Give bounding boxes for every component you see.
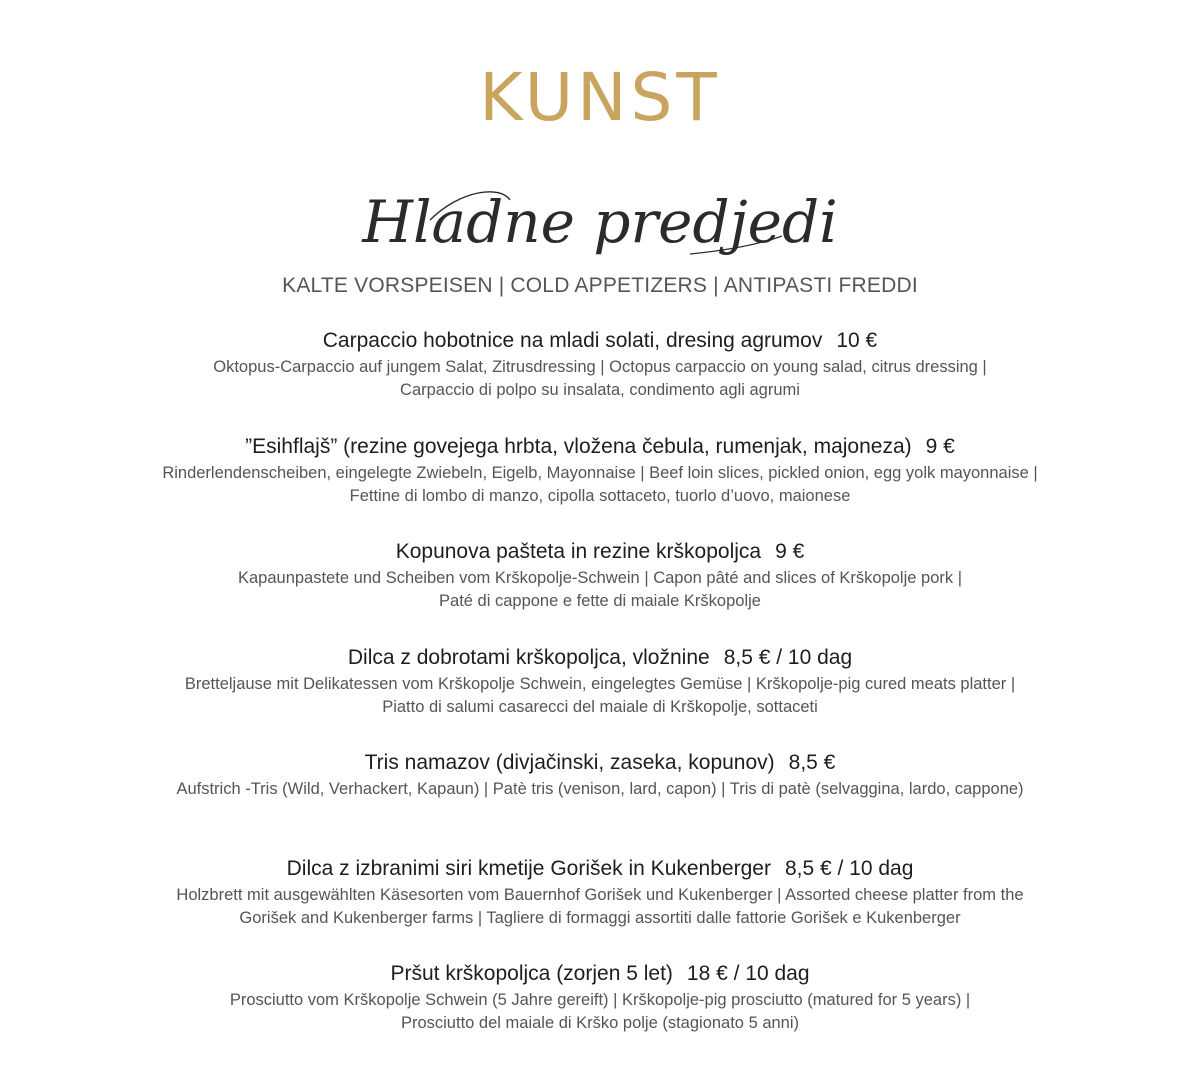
section-subtitle: KALTE VORSPEISEN | COLD APPETIZERS | ANTIPASTI FREDDI — [282, 274, 918, 297]
script-title-text: Hladne predjedi — [362, 188, 838, 256]
menu-item-desc-line: Prosciutto del maiale di Krško polje (stagionato 5 anni) — [400, 1014, 800, 1032]
menu-item-title — [60, 959, 1140, 989]
menu-item-description — [60, 778, 1140, 801]
menu-item-desc-line: Carpaccio di polpo su insalata, condimento agli agrumi — [400, 381, 800, 399]
menu-item-desc-line: Oktopus-Carpaccio auf jungem Salat, Zitrusdressing | Octopus carpaccio on young salad, citrus dressing | — [213, 358, 987, 376]
menu-item-name: Dilca z izbranimi siri kmetije Gorišek in Kukenberger — [286, 856, 771, 880]
menu-item-price: 8,5 € — [788, 751, 836, 774]
menu-item-desc-line: Aufstrich -Tris (Wild, Verhackert, Kapaun) | Patè tris (venison, lard, capon) | Tris di patè (selvaggina, lardo, cappone) — [176, 780, 1024, 798]
menu-item-description — [60, 356, 1140, 402]
menu-item-description — [60, 673, 1140, 719]
menu-item-price: 9 € — [775, 540, 805, 563]
menu-item-description — [60, 567, 1140, 613]
menu-item-desc-line: Holzbrett mit ausgewählten Käsesorten vom Bauernhof Gorišek und Kukenberger | Assorted cheese platter from the — [176, 885, 1024, 904]
menu-item-desc-line: Rinderlendenscheiben, eingelegte Zwiebeln, Eigelb, Mayonnaise | Beef loin slices, pickled onion, egg yolk mayonnaise | — [162, 463, 1038, 482]
menu-item-desc-line: Fettine di lombo di manzo, cipolla sottaceto, tuorlo d’uovo, maionese — [349, 486, 851, 505]
menu-item-price: 8,5 € / 10 dag — [784, 856, 914, 880]
menu-item-desc-line: Prosciutto vom Krškopolje Schwein (5 Jahre gereift) | Krškopolje-pig prosciutto (matured for 5 years) | — [229, 991, 971, 1009]
menu-item-name: Dilca z dobrotami krškopoljca, vložnine — [347, 645, 710, 669]
menu-item-desc-line: Piatto di salumi casarecci del maiale di Krškopolje, sottaceti — [382, 697, 818, 716]
menu-item-description — [60, 989, 1140, 1035]
menu-item-name: Kopunova pašteta in rezine krškopoljca — [395, 540, 762, 563]
menu-item-title — [60, 748, 1140, 778]
menu-item-desc-line: Kapaunpastete und Scheiben vom Krškopolje-Schwein | Capon pâté and slices of Krškopolje pork | — [237, 569, 962, 587]
menu-item-price: 8,5 € / 10 dag — [723, 645, 853, 669]
menu-item-price: 10 € — [836, 329, 878, 352]
menu-item-description — [60, 462, 1140, 508]
menu-item — [60, 537, 1140, 643]
menu-item-title — [60, 854, 1140, 884]
menu-item-title — [60, 432, 1140, 462]
menu-item-description — [60, 884, 1140, 930]
menu-item — [60, 643, 1140, 749]
menu-item-name: Carpaccio hobotnice na mladi solati, dresing agrumov — [322, 329, 823, 352]
menu-item-list — [60, 326, 1140, 1065]
menu-item-title — [60, 643, 1140, 673]
menu-item — [60, 432, 1140, 538]
menu-item-name: ”Esihflajš” (rezine govejega hrbta, vložena čebula, rumenjak, majoneza) — [245, 434, 912, 458]
menu-item — [60, 854, 1140, 960]
menu-item-title — [60, 326, 1140, 356]
menu-item-title — [60, 537, 1140, 567]
section-title-script — [0, 180, 1200, 270]
menu-item-price: 18 € / 10 dag — [686, 962, 810, 985]
menu-item-desc-line: Bretteljause mit Delikatessen vom Krškopolje Schwein, eingelegtes Gemüse | Krškopolje-pig cured meats platter | — [184, 674, 1016, 693]
menu-item-desc-line: Gorišek and Kukenberger farms | Tagliere di formaggi assortiti dalle fattorie Gorišek e Kukenberger — [239, 908, 961, 927]
menu-item-name: Pršut krškopoljca (zorjen 5 let) — [390, 962, 673, 985]
menu-item-price: 9 € — [925, 434, 955, 458]
menu-item-name: Tris namazov (divjačinski, zaseka, kopunov) — [364, 751, 775, 774]
menu-item-desc-line: Paté di cappone e fette di maiale Krškopolje — [439, 592, 761, 610]
menu-item — [60, 748, 1140, 854]
menu-item — [60, 326, 1140, 432]
script-title-graphic — [362, 180, 838, 270]
menu-item — [60, 959, 1140, 1065]
brand-logo: KUNST — [479, 59, 721, 136]
